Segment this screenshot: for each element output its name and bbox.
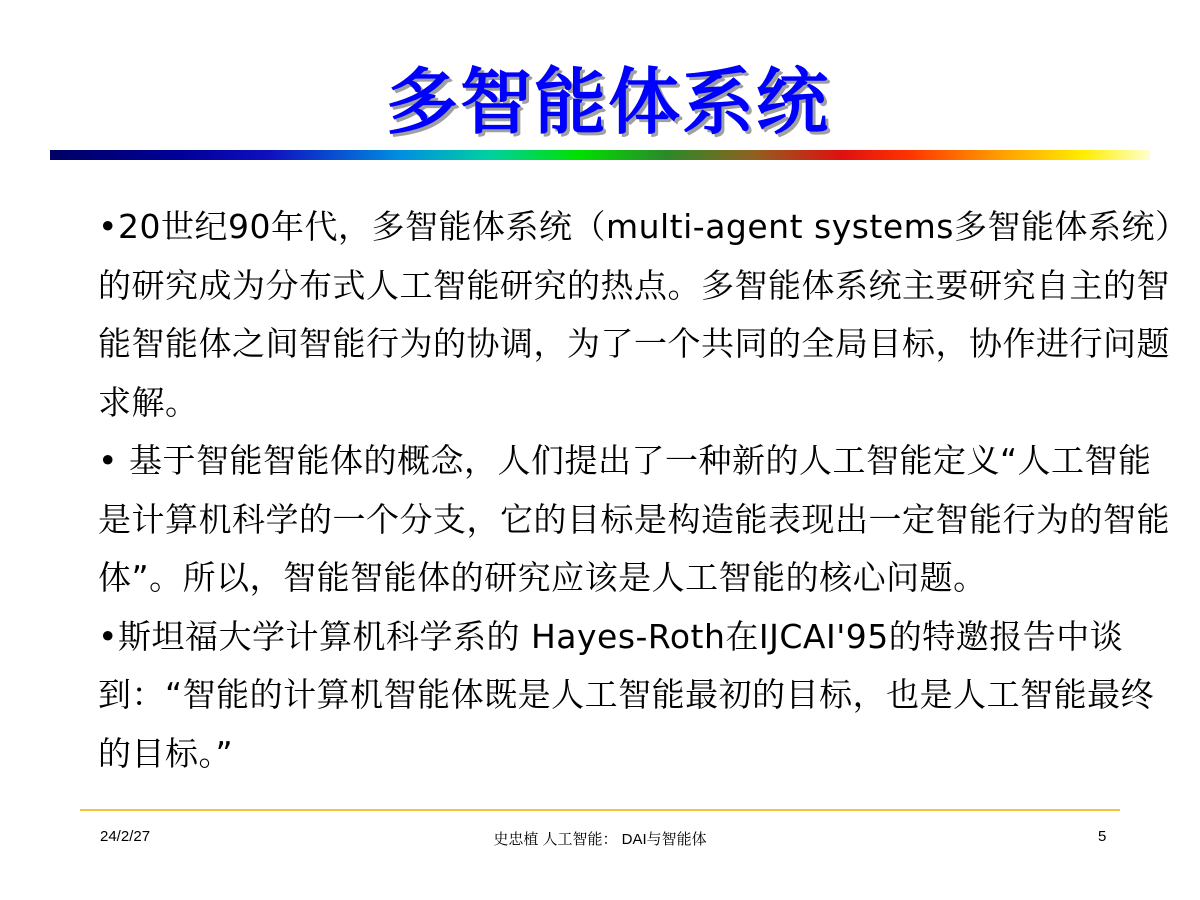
bullet-paragraph-1: •20世纪90年代，多智能体系统（multi-agent systems多智能体系统）的研究成为分布式人工智能研究的热点。多智能体系统主要研究自主的智能智能体之间智能行为的协调，为了一个共同的全局目标，协作进行问题求解。 (98, 207, 1173, 422)
bullet-paragraph-2: • 基于智能智能体的概念，人们提出了一种新的人工智能定义“人工智能是计算机科学的一个分支，它的目标是构造能表现出一定智能行为的智能体”。所以，智能智能体的研究应该是人工智能的核心问题。 (98, 441, 1170, 597)
footer-date: 24/2/27 (100, 828, 151, 845)
slide-title: 多智能体系统 (385, 60, 830, 144)
footer-title: 史忠植 人工智能： DAI与智能体 (493, 831, 707, 848)
title-gradient-divider (50, 150, 1150, 160)
footer-divider (80, 809, 1120, 811)
bullet-paragraph-3: •斯坦福大学计算机科学系的 Hayes-Roth在IJCAI'95的特邀报告中谈到：“智能的计算机智能体既是人工智能最初的目标，也是人工智能最终的目标。” (98, 616, 1155, 773)
slide-body (98, 198, 1178, 783)
page-number: 5 (1098, 828, 1107, 845)
